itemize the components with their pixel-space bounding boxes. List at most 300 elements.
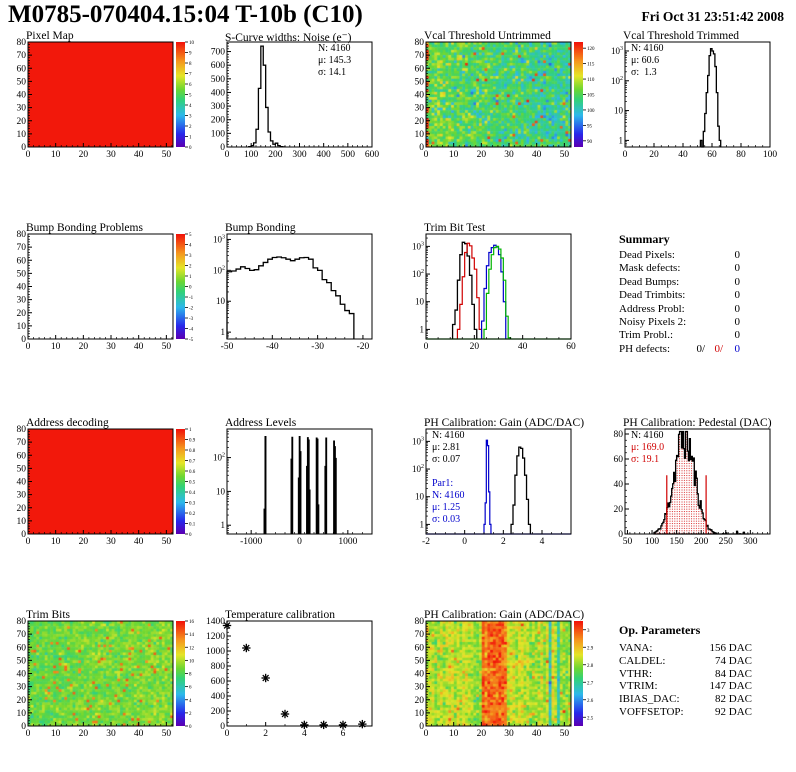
svg-text:4: 4 xyxy=(189,104,192,109)
bump-bonding-svg xyxy=(199,222,398,357)
ph-pedestal-stats xyxy=(631,430,664,466)
op-parameters-row-value: 74 DAC xyxy=(715,654,752,667)
ph-gain-hist-histogram xyxy=(511,447,530,534)
svg-text:70: 70 xyxy=(414,51,424,62)
ph-gain-map-colorbar xyxy=(574,621,583,726)
op-parameters-row-value: 92 DAC xyxy=(715,706,752,718)
ph-gain-hist-stats2-line: Par1: xyxy=(432,478,454,489)
bump-bonding-histogram xyxy=(227,257,354,339)
ph-gain-hist-title: PH Calibration: Gain (ADC/DAC) xyxy=(424,417,585,429)
svg-text:80: 80 xyxy=(16,617,26,627)
svg-text:100: 100 xyxy=(644,537,660,547)
svg-text:50: 50 xyxy=(16,656,26,667)
svg-text:10: 10 xyxy=(448,150,459,160)
svg-text:40: 40 xyxy=(414,669,424,680)
svg-text:0: 0 xyxy=(25,729,31,739)
svg-text:200: 200 xyxy=(694,537,709,547)
svg-text:600: 600 xyxy=(364,150,380,160)
svg-text:20: 20 xyxy=(476,729,487,739)
svg-text:0: 0 xyxy=(21,530,26,540)
svg-text:0: 0 xyxy=(25,342,31,352)
ph-pedestal-svg xyxy=(597,417,796,552)
svg-text:40: 40 xyxy=(133,150,144,160)
ph-gain-hist-stats-line: μ: 2.81 xyxy=(432,442,461,453)
svg-text:4: 4 xyxy=(189,698,192,704)
svg-text:1: 1 xyxy=(419,519,424,530)
svg-text:200: 200 xyxy=(210,707,225,717)
address-levels-spikes xyxy=(264,437,336,534)
trim-bit-test-histogram xyxy=(482,245,506,339)
vcal-untrimmed-panel xyxy=(398,30,597,165)
bump-bonding-panel xyxy=(199,222,398,357)
svg-text:100: 100 xyxy=(762,150,778,160)
svg-text:10: 10 xyxy=(189,659,194,665)
svg-text:2.9: 2.9 xyxy=(587,646,594,652)
svg-text:-5: -5 xyxy=(189,338,194,343)
summary-row-label: Address Probl: xyxy=(619,302,685,315)
ph-pedestal-histogram xyxy=(654,432,749,535)
bump-bonding-problems-colorbar xyxy=(176,234,185,339)
scurve-noise-stats xyxy=(318,43,351,79)
summary-row-label: Dead Trimbits: xyxy=(619,289,686,302)
svg-text:60: 60 xyxy=(16,64,26,75)
ph-gain-hist-stats-line: N: 4160 xyxy=(432,430,465,441)
svg-text:2: 2 xyxy=(189,711,192,717)
pixel-map-axes xyxy=(17,38,174,160)
vcal-trimmed-stats xyxy=(631,43,664,79)
svg-text:0: 0 xyxy=(297,537,302,547)
svg-text:2.8: 2.8 xyxy=(587,663,594,669)
svg-text:20: 20 xyxy=(649,150,659,160)
svg-text:60: 60 xyxy=(16,643,26,654)
scurve-noise-stats-line: σ: 14.1 xyxy=(318,67,347,78)
svg-text:102: $10^2$ xyxy=(611,75,623,86)
svg-text:0: 0 xyxy=(423,150,429,160)
svg-text:6: 6 xyxy=(340,729,346,739)
svg-text:2: 2 xyxy=(189,125,192,130)
svg-text:60: 60 xyxy=(707,150,717,160)
svg-text:50: 50 xyxy=(622,537,633,547)
address-levels-panel xyxy=(199,417,398,552)
svg-text:20: 20 xyxy=(78,342,89,352)
svg-text:102: $10^2$ xyxy=(213,265,225,276)
summary-row xyxy=(619,289,740,301)
address-levels-svg xyxy=(199,417,398,552)
ph-pedestal-stats-line: N: 4160 xyxy=(631,430,664,441)
svg-text:0: 0 xyxy=(25,537,31,547)
svg-text:50: 50 xyxy=(161,729,172,739)
trim-bits-svg xyxy=(0,609,199,744)
svg-text:50: 50 xyxy=(559,150,570,160)
svg-text:10: 10 xyxy=(415,491,424,502)
svg-text:20: 20 xyxy=(414,116,424,127)
svg-text:40: 40 xyxy=(133,342,144,352)
svg-text:-2: -2 xyxy=(422,537,430,547)
vcal-trimmed-histogram xyxy=(700,49,720,147)
svg-text:103: $10^3$ xyxy=(412,436,424,447)
temp-calibration-markers xyxy=(223,621,367,729)
svg-text:400: 400 xyxy=(210,692,225,702)
svg-text:102: $10^2$ xyxy=(412,269,424,280)
svg-text:20: 20 xyxy=(613,505,623,515)
summary-row-label: Dead Bumps: xyxy=(619,275,680,288)
summary-row-value: 0 xyxy=(734,275,740,288)
svg-text:103: $10^3$ xyxy=(213,234,225,245)
trim-bit-test-panel xyxy=(398,222,597,357)
svg-text:80: 80 xyxy=(16,425,26,435)
svg-text:0: 0 xyxy=(419,722,424,732)
svg-text:2.5: 2.5 xyxy=(587,716,594,722)
svg-text:50: 50 xyxy=(16,269,26,280)
scurve-noise-histogram xyxy=(249,46,285,147)
svg-text:300: 300 xyxy=(743,537,758,547)
temp-calibration-axes xyxy=(206,617,372,739)
svg-text:8: 8 xyxy=(189,62,192,67)
svg-text:30: 30 xyxy=(106,729,116,739)
summary-row-value: 0 xyxy=(734,316,740,328)
op-parameters-row-label: VTRIM: xyxy=(619,680,658,693)
op-parameters-row-label: CALDEL: xyxy=(619,654,666,667)
svg-text:70: 70 xyxy=(16,438,26,449)
temp-calibration-svg xyxy=(199,609,398,744)
svg-text:0: 0 xyxy=(21,722,26,732)
svg-text:30: 30 xyxy=(414,682,424,693)
svg-text:0.8: 0.8 xyxy=(189,449,196,454)
svg-text:800: 800 xyxy=(210,662,225,672)
svg-text:0.4: 0.4 xyxy=(189,491,196,496)
op-parameters-row-label: VANA: xyxy=(619,642,653,654)
svg-text:115: 115 xyxy=(587,62,595,68)
svg-text:70: 70 xyxy=(16,51,26,62)
vcal-untrimmed-axes xyxy=(415,38,572,160)
summary-row xyxy=(619,303,740,315)
svg-text:700: 700 xyxy=(210,47,225,58)
timestamp: Fri Oct 31 23:51:42 2008 xyxy=(641,9,784,24)
summary-row-label: Dead Pixels: xyxy=(619,249,675,261)
svg-text:50: 50 xyxy=(161,150,172,160)
summary-row-value: 0 xyxy=(734,262,740,275)
svg-text:10: 10 xyxy=(448,729,459,739)
svg-text:110: 110 xyxy=(587,78,595,84)
trim-bits-axes xyxy=(17,617,174,739)
bump-bonding-problems-title: Bump Bonding Problems xyxy=(26,222,143,234)
svg-text:0: 0 xyxy=(224,150,230,160)
svg-text:0.2: 0.2 xyxy=(189,512,196,517)
summary-row xyxy=(619,249,740,261)
op-parameters-row-value: 156 DAC xyxy=(709,642,752,654)
svg-text:60: 60 xyxy=(613,455,623,465)
svg-text:500: 500 xyxy=(210,74,225,85)
ph-gain-hist-stats xyxy=(432,430,465,466)
address-decoding-colorbar xyxy=(176,429,185,534)
summary-row xyxy=(619,262,740,274)
svg-text:400: 400 xyxy=(316,150,331,160)
svg-text:70: 70 xyxy=(16,243,26,254)
svg-text:20: 20 xyxy=(78,729,89,739)
ph-gain-hist-stats-line: σ: 0.07 xyxy=(432,454,461,465)
svg-text:1: 1 xyxy=(189,428,192,433)
op-parameters-row-label: VTHR: xyxy=(619,667,652,680)
svg-text:0: 0 xyxy=(224,729,230,739)
svg-text:70: 70 xyxy=(16,630,26,641)
svg-text:0.7: 0.7 xyxy=(189,459,196,465)
svg-text:-1: -1 xyxy=(189,296,194,301)
pixel-map-title: Pixel Map xyxy=(26,30,74,42)
svg-text:100: 100 xyxy=(587,108,595,114)
svg-text:20: 20 xyxy=(476,150,487,160)
svg-text:-2: -2 xyxy=(189,306,194,312)
vcal-untrimmed-title: Vcal Threshold Untrimmed xyxy=(424,30,551,42)
svg-text:0: 0 xyxy=(220,143,225,153)
vcal-trimmed-title: Vcal Threshold Trimmed xyxy=(623,30,740,42)
svg-text:30: 30 xyxy=(414,103,424,114)
svg-text:0: 0 xyxy=(189,285,192,291)
svg-text:-3: -3 xyxy=(189,317,194,322)
svg-text:4: 4 xyxy=(189,243,192,249)
svg-text:20: 20 xyxy=(469,342,480,352)
svg-text:40: 40 xyxy=(133,729,144,739)
svg-text:103: $10^3$ xyxy=(412,241,424,252)
svg-text:0.5: 0.5 xyxy=(189,480,196,486)
svg-text:10: 10 xyxy=(189,41,194,46)
vcal-trimmed-panel xyxy=(597,30,796,165)
ph-gain-map-panel xyxy=(398,609,597,744)
svg-text:20: 20 xyxy=(16,308,26,319)
trim-bits-title: Trim Bits xyxy=(26,609,71,621)
svg-text:400: 400 xyxy=(210,88,225,99)
svg-text:30: 30 xyxy=(106,537,116,547)
summary-row-label: Trim Probl.: xyxy=(619,329,674,342)
summary-row-value: 0 xyxy=(734,289,740,302)
svg-text:0: 0 xyxy=(419,143,424,153)
svg-text:40: 40 xyxy=(16,669,26,680)
svg-text:50: 50 xyxy=(161,342,172,352)
op-parameters-row xyxy=(619,642,752,654)
op-parameters-row xyxy=(619,706,752,718)
svg-text:6: 6 xyxy=(189,685,192,691)
svg-text:300: 300 xyxy=(292,150,307,160)
summary-ph-value: 0/ xyxy=(714,342,723,355)
svg-text:10: 10 xyxy=(216,296,225,307)
svg-text:103: $10^3$ xyxy=(611,45,623,56)
summary-row xyxy=(619,329,740,341)
svg-text:0: 0 xyxy=(618,530,623,540)
svg-text:30: 30 xyxy=(504,729,514,739)
svg-text:200: 200 xyxy=(268,150,283,160)
svg-text:1400: 1400 xyxy=(206,617,225,627)
svg-text:20: 20 xyxy=(78,537,89,547)
svg-text:0.9: 0.9 xyxy=(189,438,196,444)
summary-row-label: Mask defects: xyxy=(619,262,681,275)
scurve-noise-svg xyxy=(199,30,398,165)
svg-text:3: 3 xyxy=(189,254,192,259)
svg-text:10: 10 xyxy=(16,129,26,140)
svg-text:30: 30 xyxy=(106,342,116,352)
address-decoding-svg xyxy=(0,417,199,552)
svg-text:50: 50 xyxy=(414,656,424,667)
svg-text:0: 0 xyxy=(423,729,429,739)
svg-text:8: 8 xyxy=(189,672,192,678)
svg-text:40: 40 xyxy=(16,477,26,488)
svg-text:80: 80 xyxy=(613,430,623,440)
svg-text:0: 0 xyxy=(220,722,225,732)
svg-text:-1000: -1000 xyxy=(240,537,263,547)
ph-gain-hist-panel xyxy=(398,417,597,552)
bump-bonding-axes xyxy=(213,234,372,352)
svg-text:0: 0 xyxy=(21,335,26,345)
svg-text:40: 40 xyxy=(414,90,424,101)
svg-text:10: 10 xyxy=(614,105,623,116)
svg-text:40: 40 xyxy=(531,729,542,739)
svg-text:0: 0 xyxy=(25,150,31,160)
svg-text:600: 600 xyxy=(210,677,225,687)
svg-text:50: 50 xyxy=(16,464,26,475)
svg-text:120: 120 xyxy=(587,47,595,53)
summary-row-label: PH defects: xyxy=(619,342,671,355)
ph-gain-hist-stats2-line: N: 4160 xyxy=(432,490,465,501)
svg-text:70: 70 xyxy=(414,630,424,641)
op-parameters-row xyxy=(619,680,752,692)
svg-text:105: 105 xyxy=(587,93,595,99)
svg-text:250: 250 xyxy=(718,537,733,547)
trim-bit-test-histogram xyxy=(426,246,571,339)
svg-text:50: 50 xyxy=(414,77,424,88)
bump-bonding-problems-panel xyxy=(0,222,199,357)
svg-text:3: 3 xyxy=(189,114,192,120)
svg-text:0: 0 xyxy=(189,146,192,151)
svg-text:30: 30 xyxy=(16,295,26,306)
op-parameters-row-value: 84 DAC xyxy=(715,667,752,680)
svg-text:40: 40 xyxy=(16,282,26,293)
svg-text:95: 95 xyxy=(587,124,592,130)
summary-row xyxy=(619,276,740,288)
svg-text:-40: -40 xyxy=(265,342,279,352)
svg-text:2: 2 xyxy=(500,537,506,547)
summary-row-value: 0 xyxy=(734,249,740,261)
svg-text:40: 40 xyxy=(16,90,26,101)
svg-text:60: 60 xyxy=(566,342,576,352)
svg-text:60: 60 xyxy=(414,643,424,654)
svg-text:10: 10 xyxy=(415,296,424,307)
vcal-trimmed-stats-line: σ: 1.3 xyxy=(631,67,657,78)
temp-calibration-title: Temperature calibration xyxy=(225,609,335,621)
ph-gain-hist-svg xyxy=(398,417,597,552)
vcal-trimmed-stats-line: N: 4160 xyxy=(631,43,664,54)
svg-text:-50: -50 xyxy=(220,342,234,352)
ph-gain-map-axes xyxy=(415,617,572,739)
op-parameters-row-value: 147 DAC xyxy=(709,680,752,693)
scurve-noise-axes xyxy=(211,42,380,160)
ph-gain-hist-stats2-line: μ: 1.25 xyxy=(432,502,461,513)
ph-gain-map-svg xyxy=(398,609,597,744)
svg-text:0: 0 xyxy=(462,537,468,547)
svg-text:600: 600 xyxy=(210,61,225,72)
op-parameters-row xyxy=(619,693,752,705)
ph-gain-hist-stats2-line: σ: 0.03 xyxy=(432,514,461,525)
svg-text:-4: -4 xyxy=(189,327,194,333)
summary-row-value: 0 xyxy=(734,302,740,315)
svg-text:40: 40 xyxy=(517,342,528,352)
svg-text:5: 5 xyxy=(189,233,192,238)
svg-text:10: 10 xyxy=(50,342,61,352)
svg-text:50: 50 xyxy=(16,77,26,88)
op-parameters-row xyxy=(619,655,752,667)
svg-text:1200: 1200 xyxy=(206,632,225,642)
summary-ph-value: 0 xyxy=(734,342,740,355)
trim-bit-test-title: Trim Bit Test xyxy=(424,222,486,234)
trim-bit-test-svg xyxy=(398,222,597,357)
svg-text:150: 150 xyxy=(669,537,684,547)
svg-text:1: 1 xyxy=(618,135,623,146)
svg-text:50: 50 xyxy=(161,537,172,547)
address-levels-title: Address Levels xyxy=(225,417,297,429)
svg-text:0.6: 0.6 xyxy=(189,470,196,475)
op-parameters-panel xyxy=(597,609,796,744)
ph-pedestal-title: PH Calibration: Pedestal (DAC) xyxy=(623,417,772,429)
svg-text:30: 30 xyxy=(16,682,26,693)
svg-text:100: 100 xyxy=(244,150,259,160)
svg-text:20: 20 xyxy=(16,695,26,706)
svg-text:12: 12 xyxy=(189,646,194,652)
svg-text:4: 4 xyxy=(301,729,307,739)
scurve-noise-stats-line: N: 4160 xyxy=(318,43,351,54)
svg-text:1: 1 xyxy=(189,275,192,280)
svg-text:10: 10 xyxy=(414,129,424,140)
svg-text:80: 80 xyxy=(16,230,26,240)
svg-text:-20: -20 xyxy=(356,342,370,352)
summary-row-ph-defects xyxy=(619,343,740,355)
svg-text:-30: -30 xyxy=(311,342,324,352)
svg-text:1: 1 xyxy=(189,135,192,141)
svg-text:16: 16 xyxy=(189,620,194,625)
summary-row xyxy=(619,316,740,328)
vcal-trimmed-svg xyxy=(597,30,796,165)
scurve-noise-panel xyxy=(199,30,398,165)
svg-text:4: 4 xyxy=(539,537,545,547)
svg-text:6: 6 xyxy=(189,83,192,88)
svg-text:0: 0 xyxy=(21,143,26,153)
bump-bonding-title: Bump Bonding xyxy=(225,222,296,234)
svg-text:0: 0 xyxy=(423,342,429,352)
svg-text:10: 10 xyxy=(50,537,61,547)
op-parameters-row-value: 82 DAC xyxy=(715,693,752,706)
vcal-untrimmed-svg xyxy=(398,30,597,165)
svg-text:2: 2 xyxy=(263,729,269,739)
svg-text:30: 30 xyxy=(16,490,26,501)
temp-calibration-panel xyxy=(199,609,398,744)
svg-text:60: 60 xyxy=(16,256,26,267)
svg-text:0: 0 xyxy=(189,533,192,538)
svg-text:3: 3 xyxy=(587,628,590,634)
svg-text:60: 60 xyxy=(414,64,424,75)
svg-text:0: 0 xyxy=(189,725,192,730)
address-decoding-axes xyxy=(17,425,174,547)
page-title: M0785-070404.15:04 T-10b (C10) xyxy=(8,1,363,28)
svg-text:102: $10^2$ xyxy=(213,452,225,463)
svg-text:40: 40 xyxy=(133,537,144,547)
svg-text:7: 7 xyxy=(189,72,192,78)
trim-bits-panel xyxy=(0,609,199,744)
svg-text:30: 30 xyxy=(504,150,514,160)
address-decoding-title: Address decoding xyxy=(26,417,109,429)
svg-text:300: 300 xyxy=(210,102,225,113)
pixel-map-panel xyxy=(0,30,199,165)
svg-text:20: 20 xyxy=(16,503,26,514)
svg-text:40: 40 xyxy=(531,150,542,160)
pixel-map-svg xyxy=(0,30,199,165)
address-decoding-panel xyxy=(0,417,199,552)
svg-text:5: 5 xyxy=(189,93,192,99)
